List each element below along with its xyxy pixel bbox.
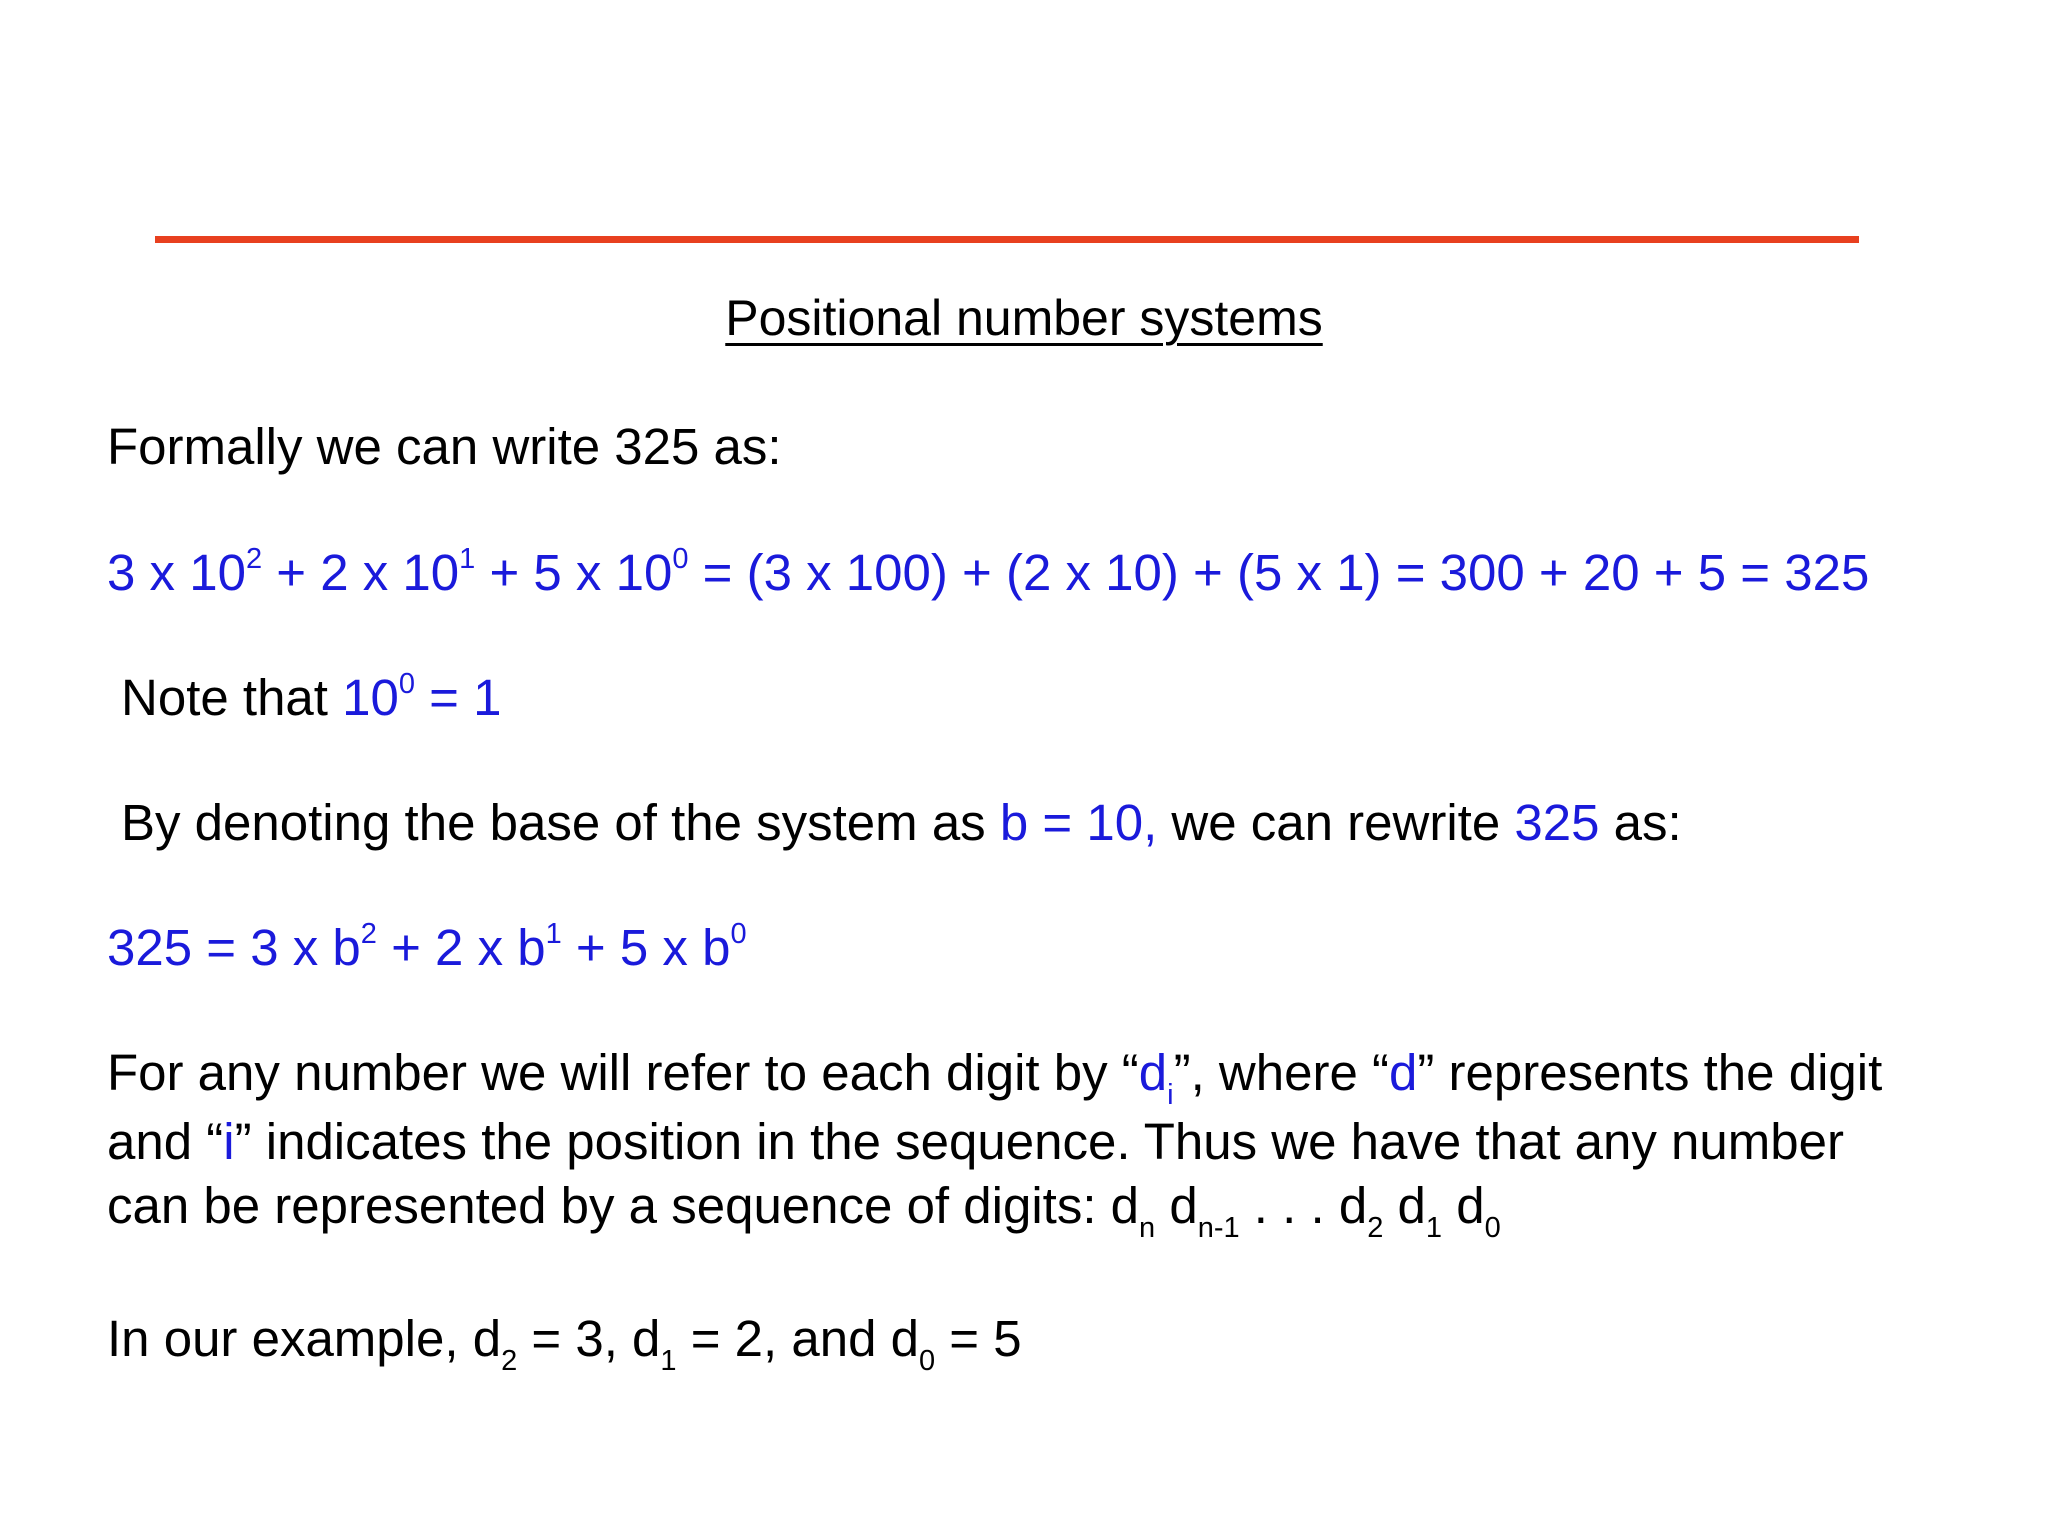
base-equation: 325 = 3 x $b^2 + 2$ x $b^1 + 5$ x $b^0$	[107, 918, 747, 976]
digits-para-line-2: and “i” indicates the position in the sequence. Thus we have that any number	[107, 1113, 1844, 1170]
digits-para-line-3: can be represented by a sequence of digits: $d_n$ $d_{n-1}$ . . . $d_2$ $d_1$ $d_0$	[107, 1177, 1501, 1244]
title-divider-rule	[155, 236, 1859, 243]
digits-para-line-1: For any number we will refer to each digit by “$d_i$”, where “d” represents the digit	[107, 1044, 1883, 1111]
note-line: Note that $10^0 = 1$	[121, 668, 502, 726]
example-line: In our example, $d_2 = 3$, $d_1 = 2$, and $d_0 = 5$	[107, 1310, 1022, 1377]
expansion-equation: 3 x $10^2 + 2$ x $10^1 + 5$ x $10^0 = (3$ x 100) + (2 x 10) + (5 x 1) = 300 + 20 + 5 = 325	[107, 543, 1870, 601]
slide-title: Positional number systems	[725, 290, 1323, 346]
denote-line: By denoting the base of the system as b = 10, we can rewrite 325 as:	[121, 794, 1682, 851]
intro-text: Formally we can write 325 as:	[107, 418, 782, 475]
